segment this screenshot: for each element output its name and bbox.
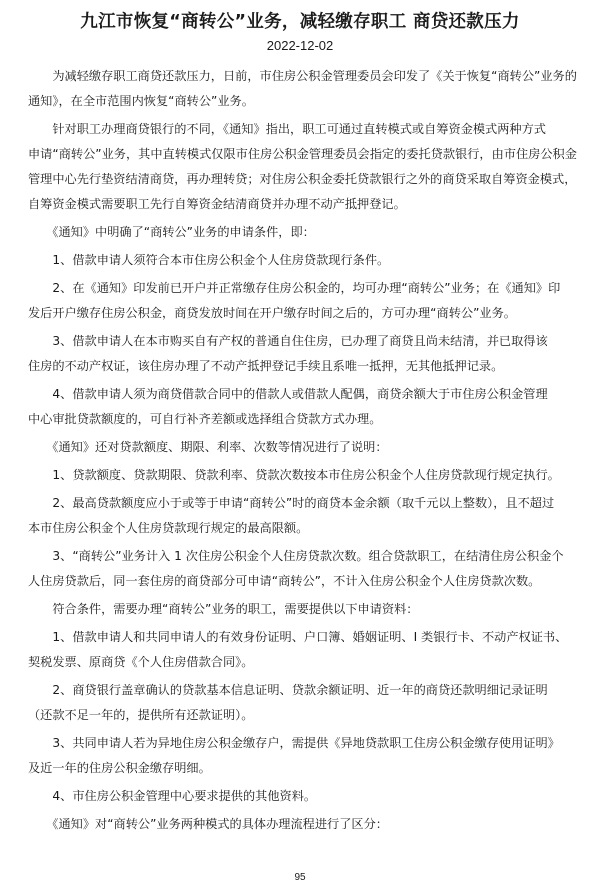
paragraph bbox=[28, 463, 588, 488]
paragraph bbox=[28, 731, 588, 781]
paragraph-line: 1、借款申请人须符合本市住房公积金个人住房贷款现行条件。 bbox=[28, 253, 390, 267]
paragraph-line: 及近一年的住房公积金缴存明细。 bbox=[28, 761, 211, 775]
paragraph-line: 《通知》还对贷款额度、期限、利率、次数等情况进行了说明： bbox=[28, 440, 388, 454]
paragraph bbox=[28, 491, 588, 541]
paragraph bbox=[28, 64, 588, 114]
paragraph-line: 4、借款申请人须为商贷借款合同中的借款人或借款人配偶，商贷余额大于市住房公积金管理 bbox=[28, 387, 548, 401]
paragraph-line: 通知》，在全市范围内恢复“商转公”业务。 bbox=[28, 94, 254, 108]
paragraph-line: 3、“商转公”业务计入 1 次住房公积金个人住房贷款次数。组合贷款职工，在结清住房公积金个 bbox=[28, 549, 564, 563]
article-title: 九江市恢复“商转公”业务，减轻缴存职工 商贷还款压力 bbox=[80, 12, 520, 32]
paragraph-line: 发后开户缴存住房公积金，商贷发放时间在开户缴存时间之后的，方可办理“商转公”业务。 bbox=[28, 306, 516, 320]
paragraph-line: 针对职工办理商贷银行的不同，《通知》指出，职工可通过直转模式或自筹资金模式两种方式 bbox=[28, 122, 546, 136]
paragraph-line: 3、借款申请人在本市购买自有产权的普通自住住房，已办理了商贷且尚未结清，并已取得该 bbox=[28, 334, 548, 348]
paragraph-line: 人住房贷款后，同一套住房的商贷部分可申请“商转公”，不计入住房公积金个人住房贷款次数。 bbox=[28, 574, 541, 588]
paragraph-line: 管理中心先行垫资结清商贷，再办理转贷；对住房公积金委托贷款银行之外的商贷采取自筹资金模式， bbox=[28, 172, 577, 186]
paragraph-line: 本市住房公积金个人住房贷款现行规定的最高限额。 bbox=[28, 521, 309, 535]
paragraph-line: 3、共同申请人若为异地住房公积金缴存户，需提供《异地贷款职工住房公积金缴存使用证明》 bbox=[28, 736, 560, 750]
paragraph-line: 中心审批贷款额度的，可自行补齐差额或选择组合贷款方式办理。 bbox=[28, 412, 382, 426]
article-date: 2022-12-02 bbox=[266, 38, 334, 53]
paragraph bbox=[28, 435, 588, 460]
paragraph-line: 2、最高贷款额度应小于或等于申请“商转公”时的商贷本金余额（取千元以上整数），且不超过 bbox=[28, 496, 555, 510]
paragraph bbox=[28, 382, 588, 432]
paragraph-line: 1、贷款额度、贷款期限、贷款利率、贷款次数按本市住房公积金个人住房贷款现行规定执行。 bbox=[28, 468, 560, 482]
paragraph-line: 为减轻缴存职工商贷还款压力，日前，市住房公积金管理委员会印发了《关于恢复“商转公”业务的 bbox=[28, 69, 577, 83]
paragraph-line: 契税发票、原商贷《个人住房借款合同》。 bbox=[28, 655, 254, 669]
paragraph bbox=[28, 678, 588, 728]
paragraph-line: （还款不足一年的，提供所有还款证明）。 bbox=[28, 708, 254, 722]
paragraph bbox=[28, 812, 588, 837]
paragraph-line: 住房的不动产权证，该住房办理了不动产抵押登记手续且系唯一抵押，无其他抵押记录。 bbox=[28, 359, 504, 373]
paragraph-line: 《通知》对“商转公”业务两种模式的具体办理流程进行了区分： bbox=[28, 817, 388, 831]
paragraph-line: 符合条件，需要办理“商转公”业务的职工，需要提供以下申请资料： bbox=[28, 602, 419, 616]
paragraph bbox=[28, 329, 588, 379]
paragraph-line: 《通知》中明确了“商转公”业务的申请条件，即： bbox=[28, 225, 315, 239]
article-body bbox=[28, 64, 588, 840]
paragraph bbox=[28, 544, 588, 594]
paragraph-line: 申请“商转公”业务，其中直转模式仅限市住房公积金管理委员会指定的委托贷款银行，由市住房公积金 bbox=[28, 147, 577, 161]
paragraph-line: 4、市住房公积金管理中心要求提供的其他资料。 bbox=[28, 789, 317, 803]
page-number: 95 bbox=[294, 872, 306, 883]
paragraph bbox=[28, 276, 588, 326]
paragraph bbox=[28, 784, 588, 809]
paragraph-line: 2、在《通知》印发前已开户并正常缴存住房公积金的，均可办理“商转公”业务；在《通知》印 bbox=[28, 281, 561, 295]
paragraph bbox=[28, 248, 588, 273]
paragraph bbox=[28, 220, 588, 245]
paragraph-line: 自筹资金模式需要职工先行自筹资金结清商贷并办理不动产抵押登记。 bbox=[28, 197, 406, 211]
paragraph bbox=[28, 625, 588, 675]
paragraph bbox=[28, 597, 588, 622]
paragraph-line: 2、商贷银行盖章确认的贷款基本信息证明、贷款余额证明、近一年的商贷还款明细记录证明 bbox=[28, 683, 548, 697]
paragraph bbox=[28, 117, 588, 217]
paragraph-line: 1、借款申请人和共同申请人的有效身份证明、户口簿、婚姻证明、I 类银行卡、不动产权证书、 bbox=[28, 630, 568, 644]
